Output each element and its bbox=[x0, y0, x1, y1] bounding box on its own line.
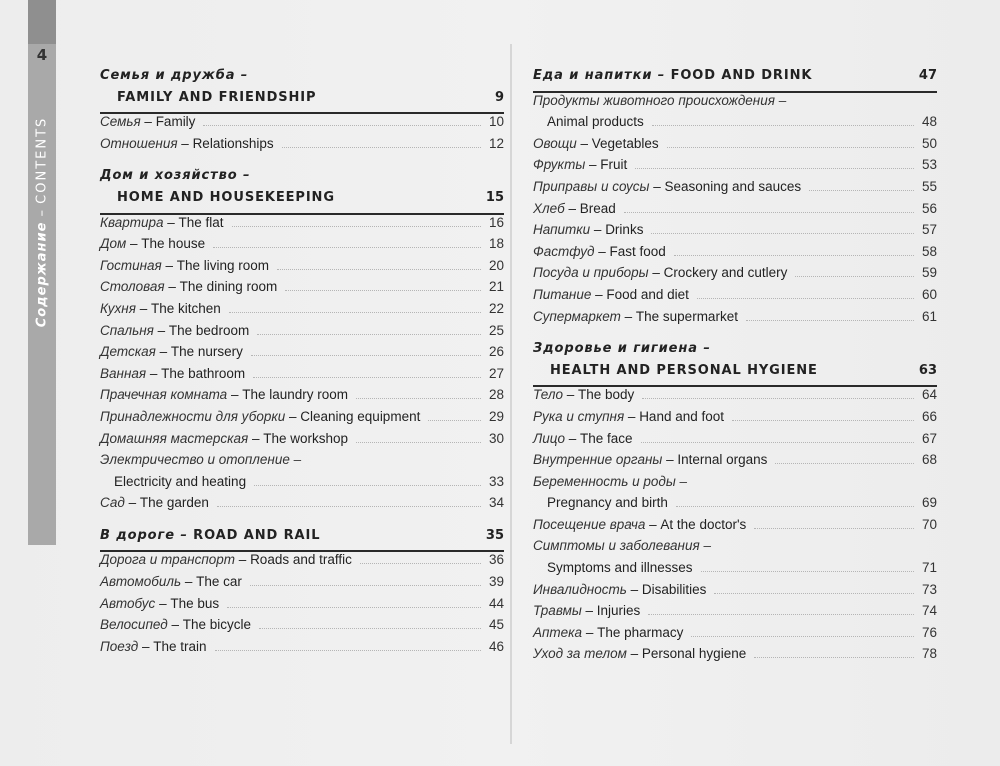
entry-title-ru: Фрукты bbox=[533, 157, 586, 173]
entry-dash: – bbox=[585, 157, 601, 173]
entry-title-ru: Продукты животного происхождения – bbox=[533, 92, 787, 108]
dot-leader bbox=[254, 484, 481, 486]
toc-entry-continued[interactable] bbox=[533, 114, 937, 136]
entry-page-number: 67 bbox=[921, 430, 937, 446]
section-page-number: 35 bbox=[485, 527, 504, 543]
entry-page-number: 70 bbox=[921, 516, 937, 532]
entry-page-number: 57 bbox=[921, 222, 937, 238]
entry-dash: – bbox=[164, 279, 180, 295]
entry-title-ru: Кухня bbox=[100, 300, 136, 316]
toc-entry[interactable] bbox=[533, 387, 937, 409]
entry-title-en: Roads and traffic bbox=[250, 552, 352, 568]
entry-title-ru: Беременность и роды – bbox=[533, 473, 688, 489]
dot-leader bbox=[641, 441, 914, 443]
entry-title-ru: Напитки bbox=[533, 222, 591, 238]
entry-title-ru: Питание bbox=[533, 286, 592, 302]
dot-leader bbox=[674, 254, 914, 256]
section-page-number: 9 bbox=[494, 89, 504, 105]
entry-page-number: 16 bbox=[488, 214, 504, 230]
toc-entry[interactable] bbox=[533, 474, 937, 496]
toc-entry[interactable] bbox=[533, 93, 937, 115]
entry-page-number: 26 bbox=[488, 344, 504, 360]
entry-title-ru: Квартира bbox=[100, 214, 164, 230]
entry-title-ru: Уход за телом bbox=[533, 646, 627, 662]
entry-title-en: The bedroom bbox=[168, 322, 250, 338]
entry-title-en: At the doctor's bbox=[660, 516, 747, 532]
entry-page-number: 68 bbox=[921, 452, 937, 468]
section-title bbox=[100, 68, 248, 83]
section-page-number: 47 bbox=[918, 68, 937, 83]
sidebar-band-top bbox=[28, 0, 56, 44]
toc-entry[interactable] bbox=[100, 323, 504, 345]
entry-page-number: 59 bbox=[921, 265, 937, 281]
toc-entry[interactable] bbox=[100, 301, 504, 323]
entry-dash: – bbox=[620, 308, 636, 324]
entry-title-ru: Сад bbox=[100, 495, 125, 511]
toc-entry[interactable] bbox=[100, 574, 504, 596]
dot-leader bbox=[795, 275, 914, 277]
entry-page-number: 46 bbox=[488, 638, 504, 654]
toc-entry[interactable] bbox=[533, 244, 937, 266]
entry-title-en: The dining room bbox=[179, 279, 278, 295]
entry-title-ru: Ванная bbox=[100, 365, 147, 381]
entry-title-ru: Отношения bbox=[100, 135, 178, 151]
toc-entry[interactable] bbox=[533, 517, 937, 539]
toc-entry[interactable] bbox=[533, 309, 937, 331]
entry-title-ru: Гостиная bbox=[100, 257, 162, 273]
entry-title-ru: Внутренние органы bbox=[533, 452, 663, 468]
entry-dash: – bbox=[167, 617, 183, 633]
entry-page-number: 71 bbox=[921, 560, 937, 576]
dot-leader bbox=[651, 232, 914, 234]
entry-title-ru: Посещение врача bbox=[533, 516, 646, 532]
toc-entry[interactable] bbox=[533, 603, 937, 625]
entry-title-en: Disabilities bbox=[641, 581, 707, 597]
toc-entry[interactable] bbox=[100, 452, 504, 474]
entry-dash: – bbox=[124, 495, 140, 511]
entry-title-en: The living room bbox=[176, 257, 270, 273]
entry-title-ru: Дорога и транспорт bbox=[100, 552, 236, 568]
entry-title-en: The car bbox=[196, 574, 242, 590]
dot-leader bbox=[229, 311, 481, 313]
sidebar-contents-label bbox=[35, 117, 50, 328]
dot-leader bbox=[624, 211, 914, 213]
entry-dash: – bbox=[146, 365, 162, 381]
entry-dash: – bbox=[594, 243, 610, 259]
sidebar-label-sep: – bbox=[34, 203, 50, 222]
entry-title-en: Pregnancy and birth bbox=[547, 495, 668, 511]
section-title-en: HOME AND HOUSEKEEPING bbox=[117, 189, 335, 205]
toc-entry[interactable] bbox=[533, 582, 937, 604]
entry-page-number: 20 bbox=[488, 257, 504, 273]
entry-dash: – bbox=[591, 286, 607, 302]
entry-title-ru: Лицо bbox=[533, 430, 565, 446]
toc-entry[interactable] bbox=[533, 538, 937, 560]
entry-title-ru: Спальня bbox=[100, 322, 154, 338]
dot-leader bbox=[213, 246, 481, 248]
entry-page-number: 61 bbox=[921, 308, 937, 324]
entry-title-ru: Фастфуд bbox=[533, 243, 595, 259]
toc-section bbox=[533, 68, 937, 330]
dot-leader bbox=[250, 584, 481, 586]
toc-entry[interactable] bbox=[100, 236, 504, 258]
entry-dash: – bbox=[649, 178, 665, 194]
entry-page-number: 78 bbox=[921, 646, 937, 662]
section-title bbox=[100, 528, 320, 543]
toc-entry[interactable] bbox=[100, 409, 504, 431]
entry-title-en: Internal organs bbox=[677, 452, 768, 468]
entry-page-number: 25 bbox=[488, 322, 504, 338]
toc-entry[interactable] bbox=[533, 222, 937, 244]
entry-title-en: Seasoning and sauces bbox=[664, 178, 802, 194]
toc-section bbox=[100, 528, 504, 661]
section-heading-en[interactable] bbox=[100, 190, 504, 212]
entry-title-en: Personal hygiene bbox=[641, 646, 747, 662]
dot-leader bbox=[282, 146, 481, 148]
entry-title-en: Cleaning equipment bbox=[300, 408, 421, 424]
section-title bbox=[533, 68, 812, 83]
dot-leader bbox=[667, 146, 914, 148]
entry-dash: – bbox=[581, 603, 597, 619]
dot-leader bbox=[691, 635, 914, 637]
entry-title-en: Family bbox=[155, 114, 196, 130]
entry-page-number: 10 bbox=[488, 114, 504, 130]
entry-dash: – bbox=[177, 135, 193, 151]
entry-title-ru: Электричество и отопление – bbox=[100, 452, 302, 468]
entry-title-en: Relationships bbox=[192, 135, 274, 151]
toc-entry[interactable] bbox=[533, 265, 937, 287]
entry-dash: – bbox=[565, 430, 581, 446]
toc-entry[interactable] bbox=[533, 136, 937, 158]
section-heading[interactable] bbox=[100, 528, 504, 550]
toc-column-right bbox=[533, 68, 937, 679]
entry-title-ru: Супермаркет bbox=[533, 308, 621, 324]
entry-dash: – bbox=[140, 114, 156, 130]
toc-entry[interactable] bbox=[100, 552, 504, 574]
entry-dash: – bbox=[126, 236, 142, 252]
dot-leader bbox=[754, 656, 914, 658]
entry-title-ru: Прачечная комната bbox=[100, 387, 228, 403]
entry-dash: – bbox=[135, 300, 151, 316]
entry-title-en: The pharmacy bbox=[597, 624, 684, 640]
entry-title-en: The nursery bbox=[170, 344, 243, 360]
section-title-ru: Дом и хозяйство – bbox=[100, 168, 251, 184]
entry-title-ru: Поезд bbox=[100, 638, 139, 654]
toc-entry[interactable] bbox=[533, 179, 937, 201]
entry-title-ru: Семья bbox=[100, 114, 141, 130]
toc-entry[interactable] bbox=[533, 625, 937, 647]
entry-title-ru: Детская bbox=[100, 344, 156, 360]
entry-page-number: 64 bbox=[921, 387, 937, 403]
entry-dash: – bbox=[624, 408, 640, 424]
entry-title-en: Symptoms and illnesses bbox=[547, 560, 693, 576]
entry-page-number: 34 bbox=[488, 495, 504, 511]
toc-entry[interactable] bbox=[100, 136, 504, 158]
entry-title-en: The bicycle bbox=[182, 617, 251, 633]
section-heading-en[interactable] bbox=[533, 363, 937, 385]
section-heading[interactable] bbox=[100, 168, 504, 190]
entry-dash: – bbox=[648, 265, 664, 281]
toc-entry[interactable] bbox=[100, 617, 504, 639]
toc-entry[interactable] bbox=[533, 287, 937, 309]
dot-leader bbox=[746, 319, 914, 321]
entry-dash: – bbox=[626, 581, 642, 597]
entry-title-en: Hand and foot bbox=[639, 408, 725, 424]
entry-page-number: 12 bbox=[488, 135, 504, 151]
sidebar-label-en: CONTENTS bbox=[34, 116, 50, 204]
dot-leader bbox=[635, 167, 914, 169]
entry-title-ru: Овощи bbox=[533, 135, 577, 151]
dot-leader bbox=[701, 570, 914, 572]
entry-dash: – bbox=[235, 552, 251, 568]
entry-page-number: 30 bbox=[488, 430, 504, 446]
dot-leader bbox=[259, 627, 481, 629]
entry-page-number: 58 bbox=[921, 243, 937, 259]
dot-leader bbox=[277, 268, 481, 270]
dot-leader bbox=[809, 189, 914, 191]
entry-title-en: The train bbox=[153, 638, 207, 654]
toc-entry[interactable] bbox=[100, 215, 504, 237]
entry-title-en: The bus bbox=[170, 595, 220, 611]
entry-page-number: 27 bbox=[488, 365, 504, 381]
entry-title-ru: Симптомы и заболевания – bbox=[533, 538, 711, 554]
toc-section bbox=[533, 341, 937, 668]
entry-page-number: 36 bbox=[488, 552, 504, 568]
toc-entry[interactable] bbox=[100, 431, 504, 453]
entry-title-en: Bread bbox=[579, 200, 616, 216]
dot-leader bbox=[642, 397, 914, 399]
entry-title-en: Crockery and cutlery bbox=[663, 265, 788, 281]
section-title-en: ROAD AND RAIL bbox=[193, 527, 321, 543]
entry-page-number: 69 bbox=[921, 495, 937, 511]
entry-title-en: The bathroom bbox=[161, 365, 246, 381]
section-page-number: 63 bbox=[918, 362, 937, 378]
toc-entry[interactable] bbox=[533, 646, 937, 668]
entry-page-number: 74 bbox=[921, 603, 937, 619]
toc-entry-continued[interactable] bbox=[533, 560, 937, 582]
entry-title-en: Food and diet bbox=[606, 286, 689, 302]
entry-dash: – bbox=[564, 200, 580, 216]
dot-leader bbox=[257, 333, 481, 335]
toc-entry[interactable] bbox=[100, 387, 504, 409]
entry-page-number: 33 bbox=[488, 473, 504, 489]
dot-leader bbox=[251, 354, 481, 356]
entry-title-en: Fast food bbox=[609, 243, 666, 259]
entry-title-en: Injuries bbox=[596, 603, 641, 619]
dot-leader bbox=[356, 397, 481, 399]
entry-page-number: 66 bbox=[921, 408, 937, 424]
entry-dash: – bbox=[285, 408, 301, 424]
entry-page-number: 76 bbox=[921, 624, 937, 640]
entry-dash: – bbox=[155, 595, 171, 611]
section-title-en: HEALTH AND PERSONAL HYGIENE bbox=[550, 362, 818, 378]
entry-title-ru: Автомобиль bbox=[100, 574, 182, 590]
toc-entry-continued[interactable] bbox=[533, 495, 937, 517]
section-heading[interactable] bbox=[533, 68, 937, 90]
dot-leader bbox=[203, 124, 481, 126]
toc-entry[interactable] bbox=[533, 201, 937, 223]
entry-title-en: The house bbox=[141, 236, 206, 252]
entry-title-en: Vegetables bbox=[591, 135, 659, 151]
dot-leader bbox=[227, 606, 481, 608]
toc-section bbox=[100, 68, 504, 157]
column-divider bbox=[510, 44, 512, 744]
entry-title-ru: Приправы и соусы bbox=[533, 178, 650, 194]
entry-dash: – bbox=[582, 624, 598, 640]
entry-title-ru: Домашняя мастерская bbox=[100, 430, 249, 446]
entry-title-en: The laundry room bbox=[242, 387, 349, 403]
entry-dash: – bbox=[161, 257, 177, 273]
entry-title-en: The face bbox=[580, 430, 633, 446]
section-heading-en[interactable] bbox=[100, 90, 504, 112]
entry-title-en: The supermarket bbox=[635, 308, 738, 324]
entry-dash: – bbox=[645, 516, 661, 532]
entry-title-ru: Хлеб bbox=[533, 200, 565, 216]
entry-dash: – bbox=[155, 344, 171, 360]
dot-leader bbox=[428, 419, 481, 421]
entry-title-en: The workshop bbox=[263, 430, 349, 446]
entry-title-en: Drinks bbox=[605, 222, 644, 238]
dot-leader bbox=[253, 376, 481, 378]
entry-dash: – bbox=[576, 135, 592, 151]
entry-page-number: 73 bbox=[921, 581, 937, 597]
entry-title-ru: Травмы bbox=[533, 603, 582, 619]
entry-dash: – bbox=[153, 322, 169, 338]
entry-title-ru: Дом bbox=[100, 236, 127, 252]
toc-entry[interactable] bbox=[100, 639, 504, 661]
dot-leader bbox=[676, 505, 914, 507]
entry-title-ru: Аптека bbox=[533, 624, 583, 640]
dot-leader bbox=[215, 649, 481, 651]
entry-page-number: 28 bbox=[488, 387, 504, 403]
entry-page-number: 22 bbox=[488, 300, 504, 316]
entry-page-number: 39 bbox=[488, 574, 504, 590]
toc-entry[interactable] bbox=[533, 409, 937, 431]
dot-leader bbox=[652, 124, 914, 126]
entry-title-ru: Столовая bbox=[100, 279, 165, 295]
entry-dash: – bbox=[181, 574, 197, 590]
entry-title-en: Electricity and heating bbox=[114, 473, 247, 489]
entry-dash: – bbox=[248, 430, 264, 446]
entry-title-en: The body bbox=[578, 387, 635, 403]
section-title-ru: Здоровье и гигиена – bbox=[533, 341, 711, 357]
entry-title-ru: Автобус bbox=[100, 595, 156, 611]
dot-leader bbox=[714, 592, 914, 594]
dot-leader bbox=[356, 441, 481, 443]
toc-entry[interactable] bbox=[100, 596, 504, 618]
dot-leader bbox=[754, 527, 914, 529]
toc-entry[interactable] bbox=[100, 344, 504, 366]
entry-page-number: 18 bbox=[488, 236, 504, 252]
entry-page-number: 21 bbox=[488, 279, 504, 295]
toc-entry[interactable] bbox=[100, 495, 504, 517]
entry-title-ru: Тело bbox=[533, 387, 563, 403]
toc-entry[interactable] bbox=[100, 279, 504, 301]
entry-page-number: 45 bbox=[488, 617, 504, 633]
entry-page-number: 48 bbox=[921, 114, 937, 130]
entry-page-number: 55 bbox=[921, 178, 937, 194]
dot-leader bbox=[217, 505, 481, 507]
dot-leader bbox=[775, 462, 914, 464]
dot-leader bbox=[232, 225, 481, 227]
toc-entry[interactable] bbox=[533, 431, 937, 453]
toc-entry[interactable] bbox=[533, 157, 937, 179]
entry-title-ru: Рука и ступня bbox=[533, 408, 625, 424]
section-title-ru: В дороге – bbox=[100, 527, 194, 543]
entry-dash: – bbox=[562, 387, 578, 403]
toc-entry[interactable] bbox=[100, 258, 504, 280]
section-page-number: 15 bbox=[485, 189, 504, 205]
entry-page-number: 50 bbox=[921, 135, 937, 151]
dot-leader bbox=[697, 297, 914, 299]
entry-dash: – bbox=[626, 646, 642, 662]
toc-entry[interactable] bbox=[533, 452, 937, 474]
entry-title-ru: Посуда и приборы bbox=[533, 265, 649, 281]
entry-page-number: 29 bbox=[488, 408, 504, 424]
section-title bbox=[533, 341, 711, 356]
dot-leader bbox=[648, 613, 914, 615]
dot-leader bbox=[285, 289, 481, 291]
entry-title-ru: Инвалидность bbox=[533, 581, 627, 597]
toc-section bbox=[100, 168, 504, 517]
entry-dash: – bbox=[227, 387, 243, 403]
entry-page-number: 44 bbox=[488, 595, 504, 611]
entry-page-number: 60 bbox=[921, 286, 937, 302]
toc-column-left bbox=[100, 68, 504, 671]
section-title-en: FOOD AND DRINK bbox=[670, 68, 813, 83]
section-heading[interactable] bbox=[100, 68, 504, 90]
entry-dash: – bbox=[590, 222, 606, 238]
section-title bbox=[100, 168, 250, 183]
entry-title-en: The flat bbox=[178, 214, 224, 230]
entry-dash: – bbox=[138, 638, 154, 654]
entry-title-en: Animal products bbox=[547, 114, 644, 130]
sidebar-label-ru: Содержание bbox=[34, 221, 50, 328]
toc-entry-continued[interactable] bbox=[100, 474, 504, 496]
section-title-ru: Еда и напитки – bbox=[533, 68, 671, 83]
section-title-en: FAMILY AND FRIENDSHIP bbox=[117, 89, 317, 105]
toc-entry[interactable] bbox=[100, 366, 504, 388]
dot-leader bbox=[360, 562, 481, 564]
entry-title-en: The garden bbox=[139, 495, 209, 511]
section-heading[interactable] bbox=[533, 341, 937, 363]
page-number: 4 bbox=[36, 46, 48, 64]
entry-page-number: 53 bbox=[921, 157, 937, 173]
entry-dash: – bbox=[163, 214, 179, 230]
toc-entry[interactable] bbox=[100, 114, 504, 136]
section-title-ru: Семья и дружба – bbox=[100, 68, 249, 83]
entry-title-en: The kitchen bbox=[150, 300, 221, 316]
entry-title-en: Fruit bbox=[600, 157, 628, 173]
entry-dash: – bbox=[662, 452, 678, 468]
entry-title-ru: Принадлежности для уборки bbox=[100, 408, 286, 424]
entry-title-ru: Велосипед bbox=[100, 617, 168, 633]
entry-page-number: 56 bbox=[921, 200, 937, 216]
dot-leader bbox=[732, 419, 914, 421]
